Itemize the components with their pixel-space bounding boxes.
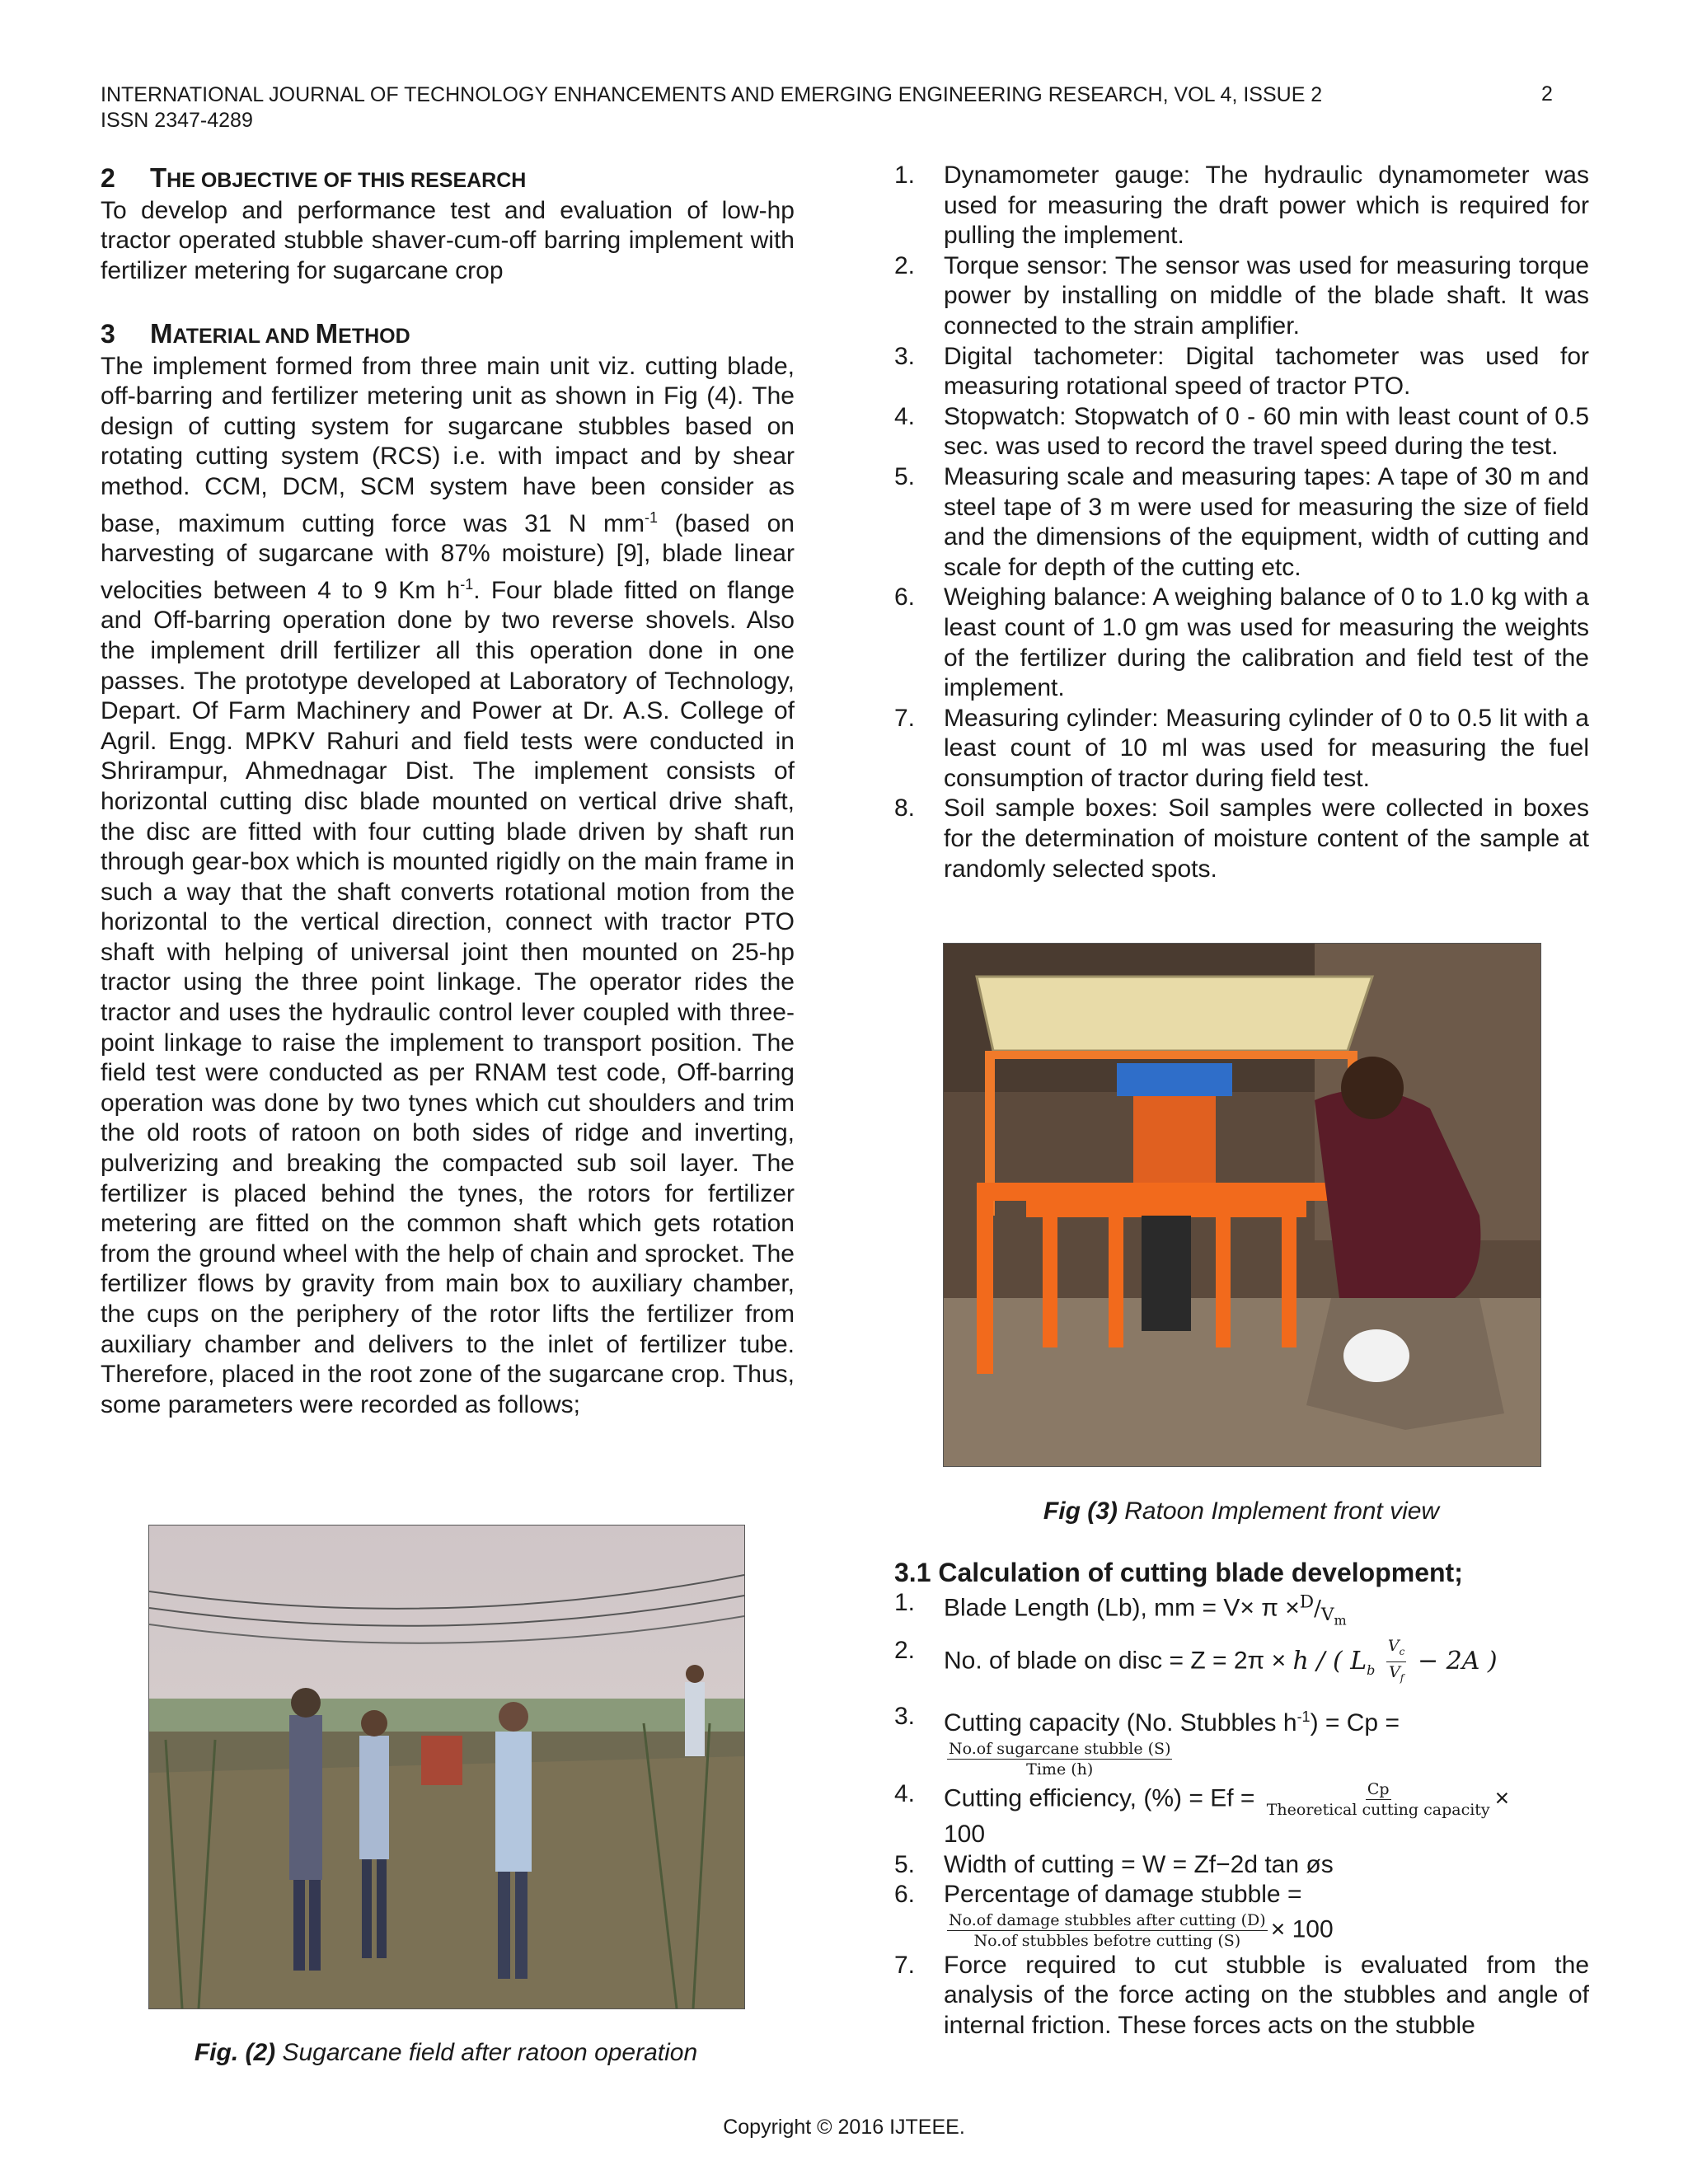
journal-header (101, 82, 1559, 134)
equation-cutting-efficiency: 4. Cutting efficiency, (%) = Ef = $\frac{Cp}{\text{Theoretical cutting capacity}}$ × 100 (894, 1779, 1510, 1848)
section-3-body: The implement formed from three main unit viz. cutting blade, off-barring and fertilizer metering unit as shown in Fig (4). The design of cutting system for sugarcane stubbles based on rotating cutting system (RCS) i.e. with impact and by shear method. CCM, DCM, SCM system have been consider as base, maximum cutting force was 31 N $mm^{-1}$ (based on harvesting of sugarcane with 87% moisture) [9], blade linear velocities between 4 to 9 Km $h^{-1}$. Four blade fitted on flange and Off-barring operation done by two reverse shovels. Also the implement drill fertilizer all this operation done in one passes. The prototype developed at Laboratory of Technology, Depart. Of Farm Machinery and Power at Dr. A.S. College of Agril. Engg. MPKV Rahuri and field tests were conducted in Shrirampur, Ahmednagar Dist. The implement consists of horizontal cutting disc blade mounted on vertical drive shaft, the disc are fitted with four cutting blade driven by shaft run through gear-box which is mounted rigidly on the main frame in such a way that the shaft converts rotational motion from the horizontal to the vertical direction, connect with tractor PTO shaft with helping of universal joint then mounted on 25-hp tractor using the three point linkage. The operator rides the tractor and uses the hydraulic control lever coupled with three-point linkage to raise the implement to transport position. The field test were conducted as per RNAM test code, Off-barring operation was done by two tynes which cut shoulders and trim the old roots of ratoon on both sides of ridge and inverting, pulverizing and breaking the compacted sub soil layer. The fertilizer is placed behind the tynes, the rotors for fertilizer metering are fitted on the common shaft which gets rotation from the ground wheel with the help of chain and sprocket. The fertilizer flows by gravity from main box to auxiliary chamber, the cups on the periphery of the rotor lifts the fertilizer from auxiliary chamber and delivers to the inlet of fertilizer tube. Therefore, placed in the root zone of the sugarcane crop. Thus, some parameters were recorded as follows; (101, 352, 795, 1418)
list-item: 3. Digital tachometer: Digital tachometer was used for measuring rotational speed of tractor PTO. (894, 342, 1589, 401)
list-item: 7. Measuring cylinder: Measuring cylinder of 0 to 0.5 lit with a least count of 10 ml was used for measuring the fuel consumption of tractor during field test. (894, 704, 1589, 792)
equation-blade-number: 2. No. of blade on disc = Z = 2π × h / ( $L_b$ $\frac{V_c}{V_f}$ − 2A ) (894, 1637, 1498, 1684)
sugarcane-field-image (149, 1526, 744, 2008)
section-3 (101, 319, 795, 1420)
section-3-heading: 3 MATERIAL AND METHOD (101, 318, 410, 349)
fig-3-photo (943, 943, 1541, 1467)
fig-2-caption: Fig. (2) Sugarcane field after ratoon operation (194, 2039, 698, 2066)
section-2 (101, 163, 795, 286)
section-3-1-heading: 3.1 Calculation of cutting blade development; (894, 1558, 1463, 1587)
list-item: 5. Measuring scale and measuring tapes: A tape of 30 m and steel tape of 3 m were used for measuring the size of field and the dimensions of the equipment, width of cutting and scale for depth of the cutting etc. (894, 462, 1589, 581)
list-item: 4. Stopwatch: Stopwatch of 0 - 60 min with least count of 0.5 sec. was used to record the travel speed during the test. (894, 402, 1589, 461)
equation-blade-length: 1. Blade Length (Lb), mm = $V\times \pi \times^D/_{V_m}$ (894, 1588, 1347, 1629)
list-item: 8. Soil sample boxes: Soil samples were collected in boxes for the determination of moisture content of the sample at randomly selected spots. (894, 794, 1589, 883)
copyright-footer: Copyright © 2016 IJTEEE. (723, 2116, 965, 2139)
section-2-body: To develop and performance test and evaluation of low-hp tractor operated stubble shaver-cum-off barring implement with fertilizer metering for sugarcane crop (101, 196, 795, 284)
equation-force: 7. Force required to cut stubble is evaluated from the analysis of the force acting on the stubbles and angle of internal friction. These forces acts on the stubble (894, 1951, 1589, 2039)
equation-width-of-cutting: 5. Width of cutting = W = Zf−2d tan øs (894, 1850, 1334, 1878)
instrument-list (894, 161, 1589, 884)
list-item: 2. Torque sensor: The sensor was used for measuring torque power by installing on middle of the blade shaft. It was connected to the strain amplifier. (894, 251, 1589, 340)
section-2-heading: 2 THE OBJECTIVE OF THIS RESEARCH (101, 162, 527, 193)
section-2-number: 2 (101, 163, 115, 193)
section-3-number: 3 (101, 319, 115, 349)
issn: ISSN 2347-4289 (101, 109, 253, 132)
equation-damage-stubble: 6. Percentage of damage stubble = $\frac{\text{No.of damage stubbles after cutting (D)}}{\text{No.of stubbles befotre cutting (S)}}$ × 100 (894, 1881, 1334, 1950)
list-item: 6. Weighing balance: A weighing balance of 0 to 1.0 kg with a least count of 1.0 gm was used for measuring the weights of the fertilizer during the calibration and field test of the implement. (894, 583, 1589, 702)
journal-title: INTERNATIONAL JOURNAL OF TECHNOLOGY ENHANCEMENTS AND EMERGING ENGINEERING RESEARCH, VOL 4, ISSUE 2 (101, 83, 1323, 106)
fig-2-photo (148, 1525, 745, 2009)
section-3-1 (894, 1558, 1589, 2041)
ratoon-implement-image (944, 944, 1540, 1466)
page-number: 2 (1541, 82, 1553, 105)
fig-3-caption: Fig (3) Ratoon Implement front view (1043, 1497, 1440, 1525)
list-item: 1. Dynamometer gauge: The hydraulic dynamometer was used for measuring the draft power which is required for pulling the implement. (894, 162, 1589, 250)
equation-cutting-capacity: 3. Cutting capacity (No. Stubbles $h^{-1}) = Cp$ = $\frac{\text{No.of sugarcane stubble (S)}}{\text{Time (h)}}$ (894, 1703, 1400, 1779)
